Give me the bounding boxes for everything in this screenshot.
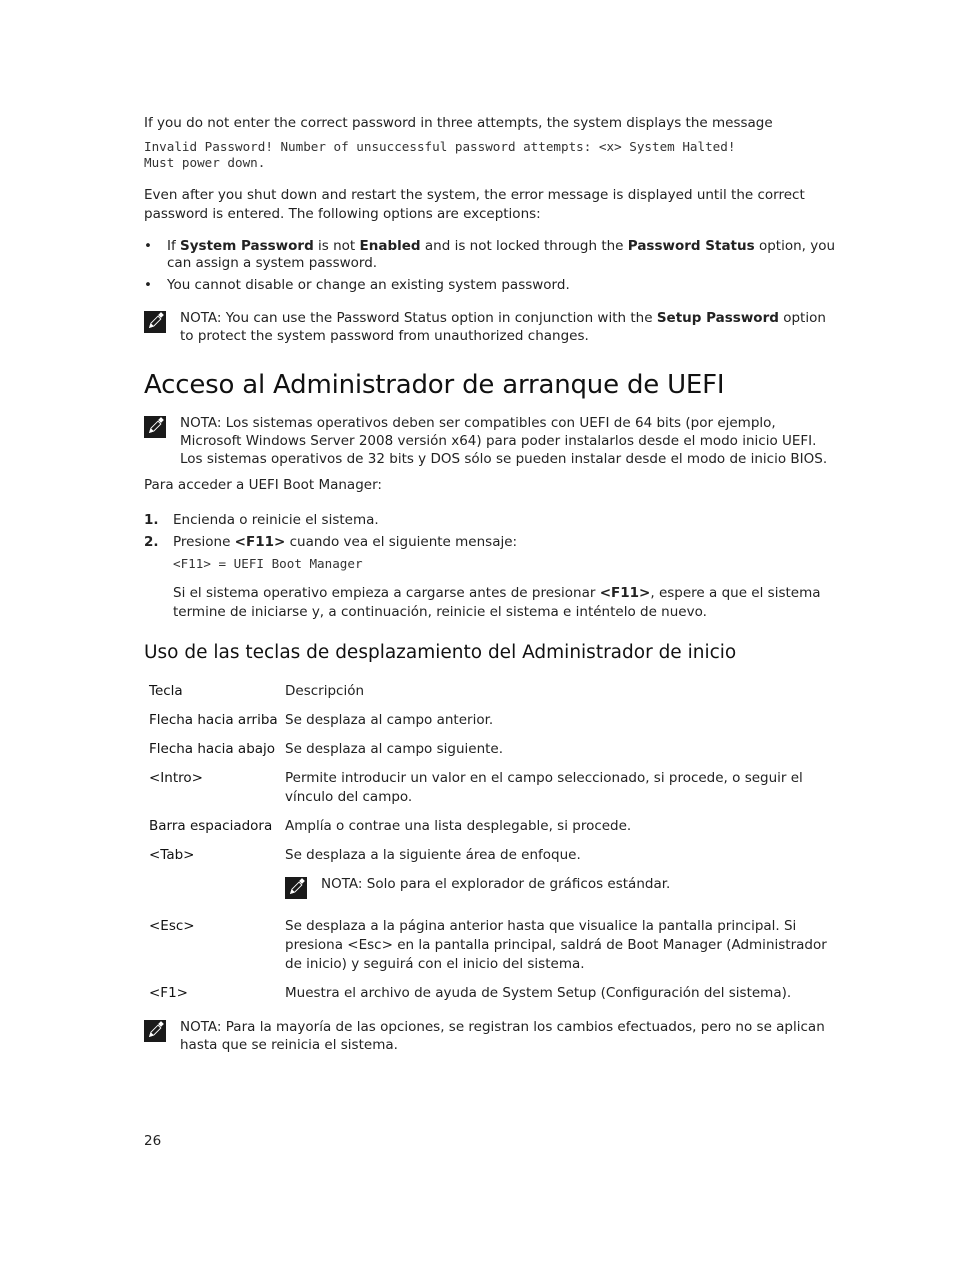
bold-term: Setup Password [656, 310, 779, 326]
note-pencil-icon [144, 1020, 166, 1042]
list-item [144, 534, 836, 551]
note-box [285, 875, 836, 893]
error-message-code [144, 139, 735, 171]
table-row [144, 846, 836, 917]
lead-paragraph: Para acceder a UEFI Boot Manager: [144, 477, 382, 493]
text: option, you can assign a system password. [167, 238, 836, 271]
description-cell: Muestra el archivo de ayuda de System Setup (Configuración del sistema). [285, 985, 792, 1001]
text: Presione [173, 534, 235, 550]
key-cell: <F1> [149, 985, 188, 1001]
list-item [144, 512, 836, 529]
description-cell: Permite introducir un valor en el campo seleccionado, si procede, o seguir el vínculo del campo. [285, 770, 803, 805]
note-pencil-icon [144, 311, 166, 333]
bold-term: <F11> [599, 585, 651, 601]
note-pencil-icon [144, 416, 166, 438]
table-row [144, 769, 836, 817]
subsection-heading: Uso de las teclas de desplazamiento del Administrador de inicio [144, 642, 737, 663]
table-header-row [144, 682, 836, 711]
description-cell [285, 846, 836, 917]
key-cell: <Esc> [149, 918, 195, 934]
description-cell: Se desplaza al campo anterior. [285, 712, 494, 728]
text: cuando vea el siguiente mensaje: [285, 534, 518, 550]
bold-term: System Password [180, 238, 314, 254]
description-text: Se desplaza a la siguiente área de enfoque. [285, 847, 581, 863]
exceptions-list [144, 238, 836, 294]
exceptions-paragraph: Even after you shut down and restart the system, the error message is displayed until the correct password is entered. The following options are exceptions: [144, 187, 805, 222]
note-box [144, 1018, 836, 1054]
table-row [144, 740, 836, 769]
page-number: 26 [144, 1133, 162, 1149]
steps-list [144, 512, 836, 551]
table-row [144, 711, 836, 740]
text: is not [313, 238, 360, 254]
note-label: NOTA: [180, 310, 222, 326]
table-row [144, 817, 836, 846]
key-cell: Flecha hacia abajo [149, 741, 276, 757]
step-number: 2. [144, 534, 159, 550]
text: You cannot disable or change an existing system password. [167, 277, 570, 293]
boot-message-code: <F11> = UEFI Boot Manager [173, 556, 363, 571]
bullet-icon: • [144, 277, 152, 293]
bullet-icon: • [144, 238, 152, 254]
section-heading: Acceso al Administrador de arranque de UEFI [144, 370, 725, 400]
note-pencil-icon [285, 877, 307, 899]
key-cell: <Tab> [149, 847, 195, 863]
note-box [144, 309, 836, 345]
note-label: NOTA: [180, 415, 222, 431]
navigation-keys-table [144, 682, 836, 1013]
description-cell: Se desplaza a la página anterior hasta que visualice la pantalla principal. Si presiona <Esc> en la pantalla principal, saldrá de Boot Manager (Administrador de inicio) y seguirá con el inicio del sistema. [285, 918, 827, 972]
step-number: 1. [144, 512, 159, 528]
table-row [144, 984, 836, 1013]
code-line: Must power down. [144, 155, 266, 170]
text: Encienda o reinicie el sistema. [173, 512, 379, 528]
note-box [144, 414, 836, 468]
bold-term: Password Status [627, 238, 755, 254]
after-paragraph [173, 584, 836, 622]
text: If [167, 238, 181, 254]
code-line: Invalid Password! Number of unsuccessful password attempts: <x> System Halted! [144, 139, 736, 154]
column-header: Tecla [149, 683, 183, 699]
text: Los sistemas operativos deben ser compatibles con UEFI de 64 bits (por ejemplo, Microsoft Windows Server 2008 versión x64) para poder instalarlos desde el modo inicio UEFI. Los sistemas operativos de 32 bits y DOS sólo se pueden instalar desde el modo de inicio BIOS. [180, 415, 828, 467]
text: option to protect the system password from unauthorized changes. [180, 310, 826, 344]
column-header: Descripción [285, 683, 365, 699]
note-label: NOTA: [180, 1019, 222, 1035]
key-cell: Flecha hacia arriba [149, 712, 278, 728]
list-item [144, 277, 836, 294]
list-item [144, 238, 836, 272]
text: Si el sistema operativo empieza a cargarse antes de presionar [173, 585, 600, 601]
intro-paragraph: If you do not enter the correct password in three attempts, the system displays the message [144, 115, 773, 131]
table-row [144, 917, 836, 984]
description-cell: Se desplaza al campo siguiente. [285, 741, 504, 757]
key-cell: Barra espaciadora [149, 818, 273, 834]
text: You can use the Password Status option in conjunction with the [221, 310, 657, 326]
text: Para la mayoría de las opciones, se registran los cambios efectuados, pero no se aplican hasta que se reinicia el sistema. [180, 1019, 825, 1053]
text: , espere a que el sistema termine de iniciarse y, a continuación, reinicie el sistema e inténtelo de nuevo. [173, 585, 821, 620]
note-label: NOTA: [321, 876, 363, 892]
key-cell: <Intro> [149, 770, 203, 786]
bold-term: <F11> [234, 534, 286, 550]
bold-term: Enabled [359, 238, 421, 254]
text: and is not locked through the [420, 238, 628, 254]
text: Solo para el explorador de gráficos estándar. [362, 876, 671, 892]
description-cell: Amplía o contrae una lista desplegable, si procede. [285, 818, 632, 834]
